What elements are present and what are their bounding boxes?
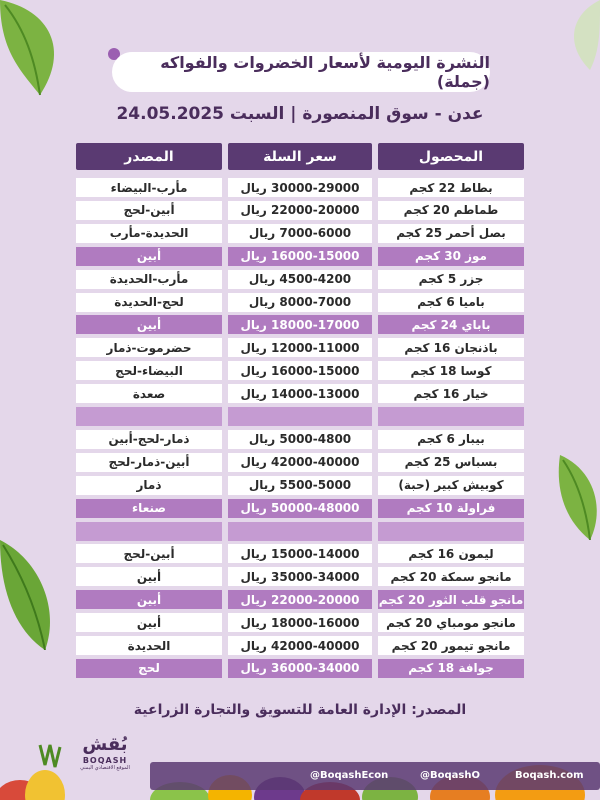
cell-source xyxy=(76,407,222,426)
website-link[interactable]: Boqash.com xyxy=(515,770,584,781)
leaf-icon-top-left xyxy=(0,0,70,100)
table-row xyxy=(0,430,600,449)
cell-price: 22000-20000 ريال xyxy=(228,201,372,220)
cell-product: مانجو سمكة 20 كجم xyxy=(378,567,524,586)
cell-product: ليمون 16 كجم xyxy=(378,544,524,563)
table-row xyxy=(0,338,600,357)
cell-source: الحديدة-مأرب xyxy=(76,224,222,243)
cell-source: أبين-ذمار-لحج xyxy=(76,453,222,472)
cell-price: 4500-4200 ريال xyxy=(228,270,372,289)
cell-price: 7000-6000 ريال xyxy=(228,224,372,243)
cell-price: 35000-34000 ريال xyxy=(228,567,372,586)
table-row xyxy=(0,361,600,380)
table-row xyxy=(0,293,600,312)
cell-source: أبين xyxy=(76,590,222,609)
header-source: المصدر xyxy=(76,143,222,170)
cell-source: لحج xyxy=(76,659,222,678)
cell-price: 5500-5000 ريال xyxy=(228,476,372,495)
table-row xyxy=(0,476,600,495)
cell-price xyxy=(228,407,372,426)
table-row xyxy=(0,499,600,518)
cell-product: بصل أحمر 25 كجم xyxy=(378,224,524,243)
cell-product xyxy=(378,407,524,426)
cell-product: بسباس 25 كجم xyxy=(378,453,524,472)
cell-price: 50000-48000 ريال xyxy=(228,499,372,518)
cell-source: ذمار xyxy=(76,476,222,495)
header-product: المحصول xyxy=(378,143,524,170)
cell-source: أبين-لحج xyxy=(76,544,222,563)
cell-source: مأرب-الحديدة xyxy=(76,270,222,289)
cell-product: مانجو تيمور 20 كجم xyxy=(378,636,524,655)
cell-product: فراولة 10 كجم xyxy=(378,499,524,518)
cell-price xyxy=(228,522,372,541)
cell-source: حضرموت-ذمار xyxy=(76,338,222,357)
table-row xyxy=(0,544,600,563)
cell-source: لحج-الحديدة xyxy=(76,293,222,312)
footer-source: المصدر: الإدارة العامة للتسويق والتجارة الزراعية xyxy=(133,702,467,718)
cell-product xyxy=(378,522,524,541)
cell-source: أبين xyxy=(76,613,222,632)
boqash-logo xyxy=(78,734,132,792)
cell-product: طماطم 20 كجم xyxy=(378,201,524,220)
table-row xyxy=(0,453,600,472)
page-subtitle: عدن - سوق المنصورة | السبت 24.05.2025 xyxy=(116,104,484,124)
cell-source: صنعاء xyxy=(76,499,222,518)
cell-source: صعدة xyxy=(76,384,222,403)
cell-product: باميا 6 كجم xyxy=(378,293,524,312)
table-row xyxy=(0,590,600,609)
page-title-text: النشرة اليومية لأسعار الخضروات والفواكه (جملة) xyxy=(160,53,490,91)
cell-product: مانجو قلب الثور 20 كجم xyxy=(378,590,524,609)
cell-price: 14000-13000 ريال xyxy=(228,384,372,403)
logo-subtitle: الموقع الاقتصادي اليمني xyxy=(80,765,130,771)
table-row xyxy=(0,636,600,655)
table-row xyxy=(0,567,600,586)
cell-product: بيبار 6 كجم xyxy=(378,430,524,449)
social-handle-1[interactable]: @BoqashEcon xyxy=(310,770,389,781)
cell-source: الحديدة xyxy=(76,636,222,655)
cell-product: باذنجان 16 كجم xyxy=(378,338,524,357)
cell-price: 16000-15000 ريال xyxy=(228,247,372,266)
cell-source: مأرب-البيضاء xyxy=(76,178,222,197)
table-row xyxy=(0,659,600,678)
cell-source: أبين xyxy=(76,567,222,586)
header-price: سعر السلة xyxy=(228,143,372,170)
cell-price: 36000-34000 ريال xyxy=(228,659,372,678)
cell-price: 30000-29000 ريال xyxy=(228,178,372,197)
table-row xyxy=(0,224,600,243)
cell-price: 18000-16000 ريال xyxy=(228,613,372,632)
cell-price: 16000-15000 ريال xyxy=(228,361,372,380)
cell-price: 42000-40000 ريال xyxy=(228,636,372,655)
table-row xyxy=(0,315,600,334)
cell-price: 22000-20000 ريال xyxy=(228,590,372,609)
logo-mark: بُقش xyxy=(82,734,128,755)
cell-price: 5000-4800 ريال xyxy=(228,430,372,449)
cell-price: 18000-17000 ريال xyxy=(228,315,372,334)
table-row xyxy=(0,613,600,632)
cell-product: موز 30 كجم xyxy=(378,247,524,266)
table-row xyxy=(0,407,600,426)
cell-source xyxy=(76,522,222,541)
cell-product: بطاط 22 كجم xyxy=(378,178,524,197)
cell-source: ذمار-لحج-أبين xyxy=(76,430,222,449)
cell-source: أبين xyxy=(76,247,222,266)
leaf-icon-top-right xyxy=(560,0,600,70)
cell-price: 15000-14000 ريال xyxy=(228,544,372,563)
cell-product: خيار 16 كجم xyxy=(378,384,524,403)
cell-price: 12000-11000 ريال xyxy=(228,338,372,357)
logo-name: BOQASH xyxy=(82,756,128,765)
cell-price: 8000-7000 ريال xyxy=(228,293,372,312)
cell-product: مانجو مومباي 20 كجم xyxy=(378,613,524,632)
cell-source: أبين-لحج xyxy=(76,201,222,220)
cell-product: جوافة 18 كجم xyxy=(378,659,524,678)
cell-source: البيضاء-لحج xyxy=(76,361,222,380)
cell-product: باباي 24 كجم xyxy=(378,315,524,334)
table-row xyxy=(0,384,600,403)
cell-price: 42000-40000 ريال xyxy=(228,453,372,472)
page-title xyxy=(112,52,490,92)
table-row xyxy=(0,247,600,266)
table-row xyxy=(0,270,600,289)
social-handle-2[interactable]: @BoqashO xyxy=(420,770,480,781)
table-row xyxy=(0,201,600,220)
cell-product: كوبيش كبير (حبة) xyxy=(378,476,524,495)
cell-product: جزر 5 كجم xyxy=(378,270,524,289)
cell-source: أبين xyxy=(76,315,222,334)
table-row xyxy=(0,178,600,197)
table-row xyxy=(0,522,600,541)
cell-product: كوسا 18 كجم xyxy=(378,361,524,380)
